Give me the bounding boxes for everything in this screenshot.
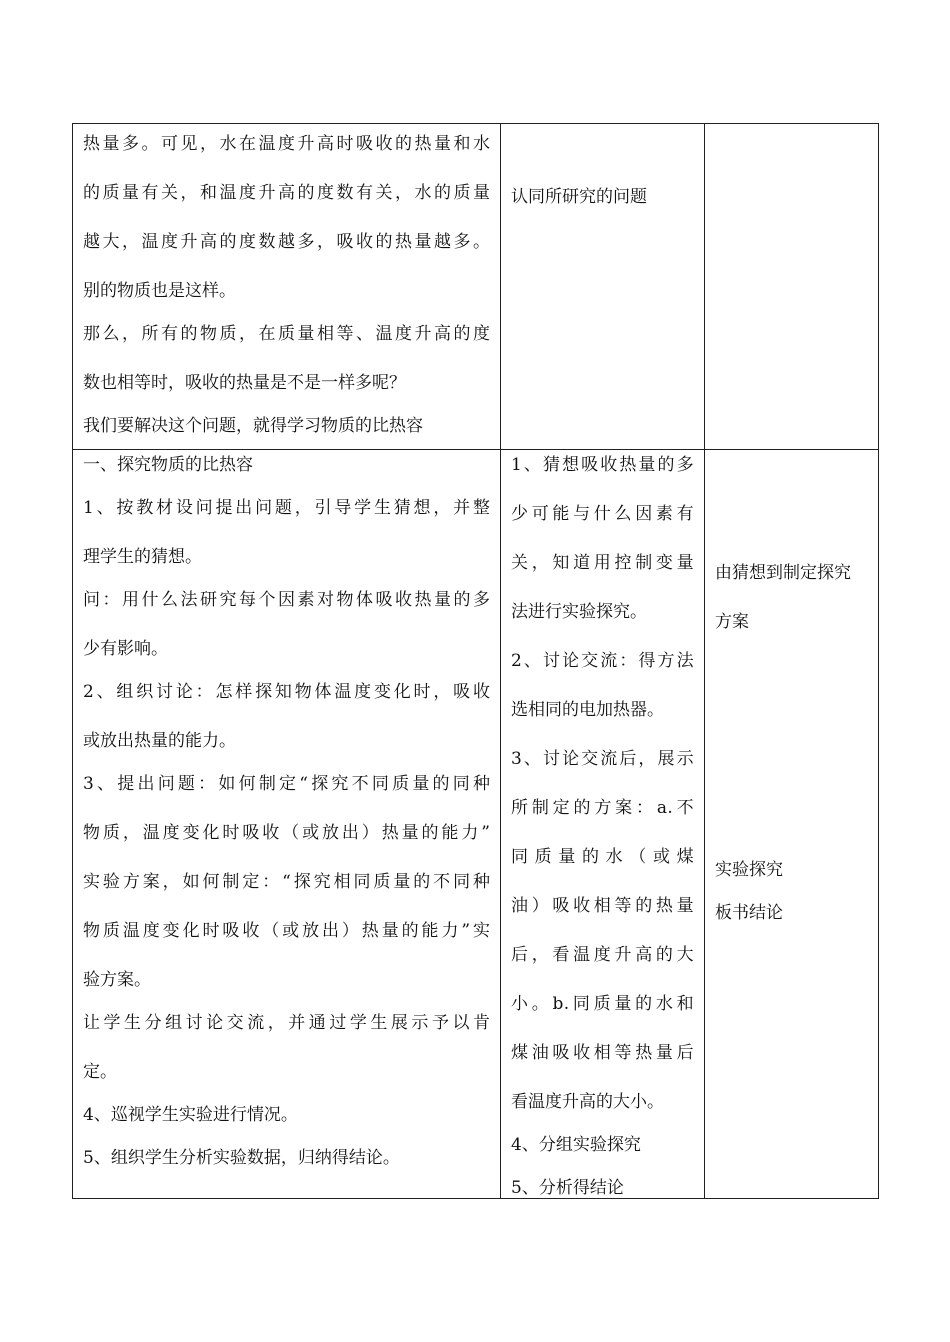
- text-line: 一、探究物质的比热容: [83, 455, 253, 475]
- text-line: 少有影响。: [83, 639, 168, 659]
- text-line: 2、组织讨论：怎样探知物体温度变化时，吸收: [83, 682, 490, 702]
- text-line: 5、分析得结论: [511, 1178, 624, 1198]
- text-line: 3、讨论交流后，展示: [511, 749, 694, 769]
- text-line: 板书结论: [715, 903, 783, 923]
- text-line: 热量多。可见，水在温度升高时吸收的热量和水: [83, 134, 490, 154]
- text-line: 我们要解决这个问题，就得学习物质的比热容: [83, 416, 423, 436]
- text-line: 问：用什么法研究每个因素对物体吸收热量的多: [83, 590, 490, 610]
- text-line: 看温度升高的大小。: [511, 1092, 664, 1112]
- lesson-plan-table: [72, 123, 879, 1199]
- text-line: 4、分组实验探究: [511, 1135, 641, 1155]
- text-line: 物质，温度变化时吸收（或放出）热量的能力”: [83, 823, 490, 843]
- teacher-activity-cell: [73, 450, 501, 1199]
- text-line: 或放出热量的能力。: [83, 731, 236, 751]
- text-line: 选相同的电加热器。: [511, 700, 664, 720]
- text-line: 同质量的水（或煤: [511, 847, 694, 867]
- design-intent-cell: [705, 124, 879, 450]
- text-line: 2、讨论交流：得方法: [511, 651, 694, 671]
- text-line: 实验探究: [715, 860, 783, 880]
- text-line: 实验方案，如何制定：“探究相同质量的不同种: [83, 872, 490, 892]
- text-line: 所制定的方案：a.不: [511, 798, 694, 818]
- text-line: 法进行实验探究。: [511, 602, 647, 622]
- text-line: 那么，所有的物质，在质量相等、温度升高的度: [83, 324, 490, 344]
- text-line: 越大，温度升高的度数越多，吸收的热量越多。: [83, 232, 490, 252]
- text-line: 后，看温度升高的大: [511, 945, 694, 965]
- text-line: 少可能与什么因素有: [511, 504, 694, 524]
- text-line: 的质量有关，和温度升高的度数有关，水的质量: [83, 183, 490, 203]
- text-line: 由猜想到制定探究: [715, 563, 851, 583]
- student-activity-cell: [501, 450, 705, 1199]
- text-line: 验方案。: [83, 970, 151, 990]
- text-line: 定。: [83, 1062, 117, 1082]
- text-line: 方案: [715, 612, 749, 632]
- text-line: 认同所研究的问题: [511, 187, 647, 207]
- text-line: 3、提出问题：如何制定“探究不同质量的同种: [83, 774, 490, 794]
- teacher-activity-cell: [73, 124, 501, 450]
- text-line: 关，知道用控制变量: [511, 553, 694, 573]
- design-intent-cell: [705, 450, 879, 1199]
- text-line: 1、猜想吸收热量的多: [511, 455, 694, 475]
- table-row: [73, 450, 879, 1199]
- text-line: 让学生分组讨论交流，并通过学生展示予以肯: [83, 1013, 490, 1033]
- text-line: 小。b.同质量的水和: [511, 994, 694, 1014]
- text-line: 煤油吸收相等热量后: [511, 1043, 694, 1063]
- text-line: 4、巡视学生实验进行情况。: [83, 1105, 298, 1125]
- text-line: 物质温度变化时吸收（或放出）热量的能力”实: [83, 921, 490, 941]
- text-line: 数也相等时，吸收的热量是不是一样多呢？: [83, 373, 406, 393]
- table-row: [73, 124, 879, 450]
- student-activity-cell: [501, 124, 705, 450]
- text-line: 油）吸收相等的热量: [511, 896, 694, 916]
- text-line: 理学生的猜想。: [83, 547, 202, 567]
- text-line: 5、组织学生分析实验数据，归纳得结论。: [83, 1148, 400, 1168]
- text-line: 1、按教材设问提出问题，引导学生猜想，并整: [83, 498, 490, 518]
- text-line: 别的物质也是这样。: [83, 281, 236, 301]
